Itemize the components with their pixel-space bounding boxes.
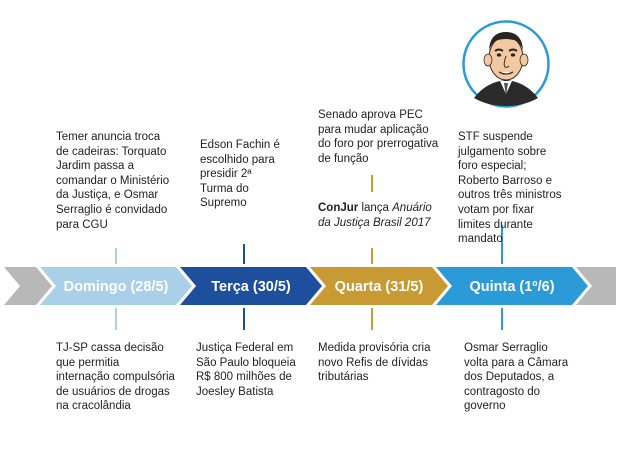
timeline-start-segment [4,267,52,305]
event-terca-bottom: Justiça Federal em São Paulo bloqueia R$ 800 milhões de Joesley Batista [196,342,296,398]
event-quarta-top-2 [318,201,440,230]
day-label-2: Quarta (31/5) [334,279,424,295]
event-quinta-top: STF suspende julgamento sobre foro especial; Roberto Barroso e outros três ministros votam por fixar limites durante mandato [458,131,562,246]
event-domingo-bottom: TJ-SP cassa decisão que permitia internação compulsória de usuários de drogas na cracolândia [56,342,175,413]
event-quarta-top-1: Senado aprova PEC para mudar aplicação do foro por prerrogativa de função [318,109,439,165]
day-label-0: Domingo (28/5) [63,279,169,295]
day-label-3: Quinta (1º/6) [469,279,555,295]
event-domingo-top: Temer anuncia troca de cadeiras: Torquato Jardim passa a comandar o Ministério da Justiça, e Osmar Serraglio é convidado para CGU [56,131,170,231]
day-label-1: Terça (30/5) [211,279,291,295]
anuario-title: Anuário da Justiça Brasil 2017 [318,202,432,229]
event-terca-top: Edson Fachin é escolhido para presidir 2ª Turma do Supremo [200,139,280,210]
conjur-text: lança [358,202,393,214]
event-quarta-bottom: Medida provisória cria novo Refis de dívidas tributárias [318,342,431,384]
event-quinta-bottom: Osmar Serraglio volta para a Câmara dos Deputados, a contragosto do governo [464,342,569,413]
conjur-brand: ConJur [318,202,359,214]
